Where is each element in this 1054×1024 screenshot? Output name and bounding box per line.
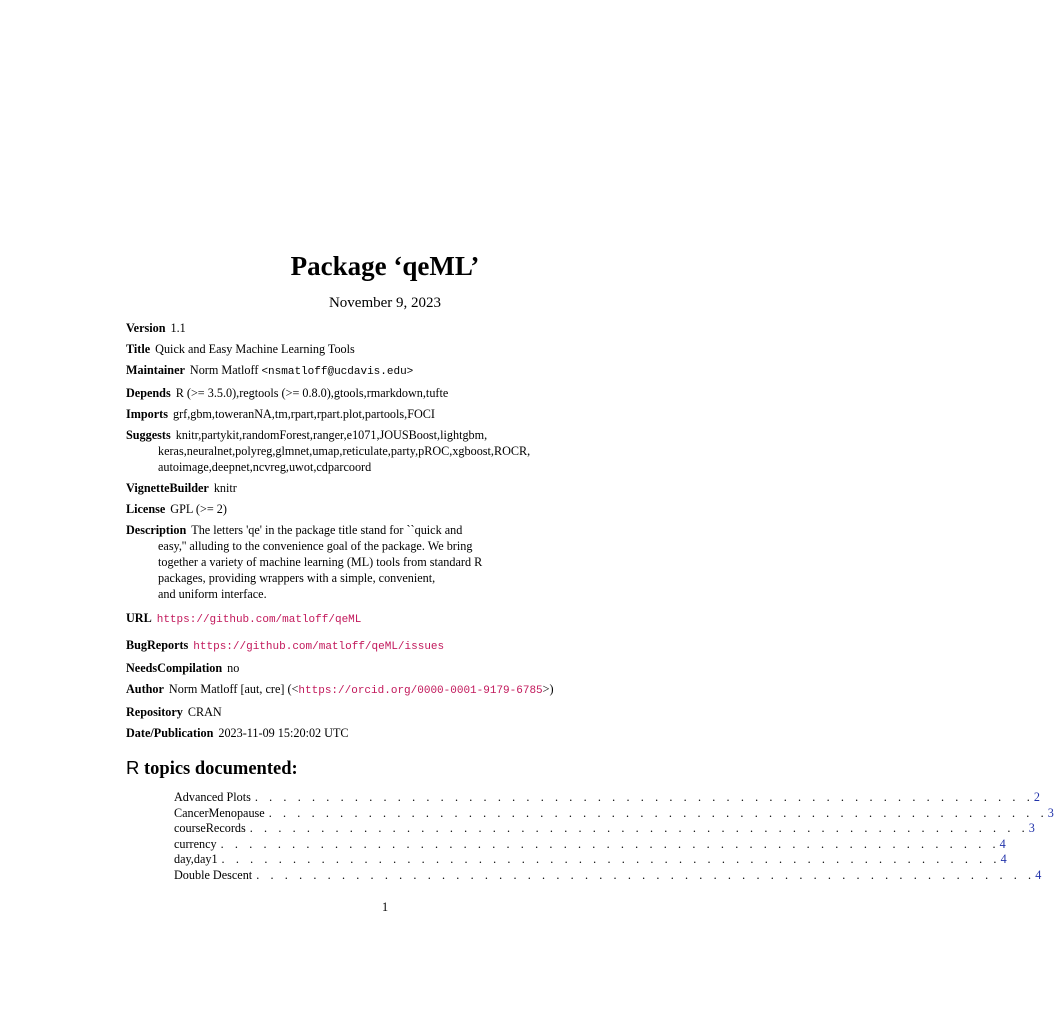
toc-leader-dots: . . . . . . . . . . . . . . . . . . . . . . . . . . . . . . . . . . . . . . . . . . . . . . . . . . . . . . .: [221, 852, 1001, 867]
field-imports: [126, 406, 646, 422]
page-number: 1: [381, 900, 389, 914]
field-value: R (>= 3.5.0),regtools (>= 0.8.0),gtools,rmarkdown,tufte: [175, 386, 449, 400]
orcid-link[interactable]: https://orcid.org/0000-0001-9179-6785: [298, 685, 543, 697]
field-description: [126, 522, 646, 602]
toc-page-number[interactable]: 4: [1000, 852, 1007, 867]
toc-row[interactable]: [174, 852, 1007, 868]
toc-topic-name[interactable]: Double Descent: [174, 867, 253, 882]
field-value: Quick and Easy Machine Learning Tools: [155, 342, 355, 356]
field-value: no: [227, 661, 240, 675]
field-suggests: [126, 427, 646, 475]
toc-topic-name[interactable]: currency: [174, 836, 217, 851]
field-repository: [126, 704, 646, 720]
field-key: Description: [126, 523, 187, 537]
toc-page-number[interactable]: 4: [999, 836, 1006, 851]
toc-row[interactable]: [174, 790, 1040, 806]
field-url: [126, 610, 646, 628]
field-value: knitr: [213, 481, 237, 495]
bugreports-link[interactable]: https://github.com/matloff/qeML/issues: [193, 641, 445, 653]
field-key: Title: [126, 342, 151, 356]
field-key: BugReports: [126, 638, 189, 652]
field-key: URL: [126, 611, 152, 625]
field-needs-compilation: [126, 660, 646, 676]
package-date: November 9, 2023: [328, 295, 442, 311]
field-value-line: packages, providing wrappers with a simple, convenient,: [158, 571, 436, 585]
toc-page-number[interactable]: 3: [1047, 805, 1054, 820]
package-title: Package ‘qeML’: [290, 251, 480, 281]
field-key: License: [126, 502, 166, 516]
field-value-line: together a variety of machine learning (ML) tools from standard R: [158, 555, 483, 569]
toc-leader-dots: . . . . . . . . . . . . . . . . . . . . . . . . . . . . . . . . . . . . . . . . . . . . . . . . . . . . . . .: [256, 867, 1036, 882]
field-value-line: easy,'' alluding to the convenience goal of the package. We bring: [158, 539, 473, 553]
field-license: [126, 501, 646, 517]
toc-page-number[interactable]: 4: [1035, 867, 1042, 882]
field-maintainer: [126, 362, 646, 380]
maintainer-email: <nsmatloff@ucdavis.edu>: [261, 366, 414, 378]
field-key: NeedsCompilation: [126, 661, 223, 675]
toc-leader-dots: . . . . . . . . . . . . . . . . . . . . . . . . . . . . . . . . . . . . . . . . . . . . . . . . . . . . . . .: [254, 790, 1034, 804]
field-value-line: autoimage,deepnet,ncvreg,uwot,cdparcoord: [158, 460, 372, 474]
topics-heading-r: R: [126, 757, 140, 778]
table-of-contents: [174, 790, 1054, 884]
field-key: Date/Publication: [126, 726, 214, 740]
field-value: GPL (>= 2): [170, 502, 227, 516]
field-vignette-builder: [126, 480, 646, 496]
topics-heading-text: topics documented:: [139, 759, 298, 779]
field-value: 2023-11-09 15:20:02 UTC: [218, 726, 349, 740]
toc-row[interactable]: [174, 805, 1054, 822]
field-value: CRAN: [187, 705, 222, 719]
toc-page-number[interactable]: 3: [1028, 821, 1035, 836]
field-value: 1.1: [170, 321, 186, 335]
field-key: Imports: [126, 407, 168, 421]
toc-topic-name[interactable]: day,day1: [174, 852, 218, 867]
toc-leader-dots: . . . . . . . . . . . . . . . . . . . . . . . . . . . . . . . . . . . . . . . . . . . . . . . . . . . . . . .: [268, 805, 1048, 820]
maintainer-name: Norm Matloff: [189, 363, 262, 377]
toc-row[interactable]: [174, 821, 1035, 837]
field-key: VignetteBuilder: [126, 481, 209, 495]
toc-leader-dots: . . . . . . . . . . . . . . . . . . . . . . . . . . . . . . . . . . . . . . . . . . . . . . . . . . . . . . .: [249, 821, 1029, 836]
author-suffix: >): [542, 682, 554, 696]
field-key: Version: [126, 321, 166, 335]
field-key: Maintainer: [126, 363, 185, 377]
field-value-line: knitr,partykit,randomForest,ranger,e1071,JOUSBoost,lightgbm,: [175, 428, 488, 442]
field-key: Repository: [126, 705, 183, 719]
url-link[interactable]: https://github.com/matloff/qeML: [156, 614, 362, 626]
toc-topic-name[interactable]: Advanced Plots: [174, 790, 251, 804]
toc-topic-name[interactable]: CancerMenopause: [174, 805, 265, 820]
field-value-line: and uniform interface.: [158, 587, 267, 601]
toc-row[interactable]: [174, 836, 1006, 853]
toc-page-number[interactable]: 2: [1033, 790, 1040, 804]
field-depends: [126, 385, 646, 401]
field-key: Depends: [126, 386, 171, 400]
field-key: Suggests: [126, 428, 171, 442]
toc-topic-name[interactable]: courseRecords: [174, 821, 246, 836]
field-value: grf,gbm,toweranNA,tm,rpart,rpart.plot,partools,FOCI: [172, 407, 435, 421]
field-title: [126, 341, 646, 357]
author-prefix: Norm Matloff [aut, cre] (<: [168, 682, 299, 696]
field-bugreports: [126, 637, 646, 655]
description-fields: [126, 320, 646, 746]
toc-leader-dots: . . . . . . . . . . . . . . . . . . . . . . . . . . . . . . . . . . . . . . . . . . . . . . . . . . . . . . .: [220, 836, 1000, 851]
field-key: Author: [126, 682, 164, 696]
field-value-line: keras,neuralnet,polyreg,glmnet,umap,reticulate,party,pROC,xgboost,ROCR,: [158, 444, 531, 458]
field-author: [126, 681, 646, 699]
toc-row[interactable]: [174, 867, 1042, 884]
field-value-line: The letters 'qe' in the package title stand for ``quick and: [191, 523, 463, 537]
field-date-publication: [126, 725, 646, 741]
field-version: [126, 320, 646, 336]
topics-heading: [126, 757, 298, 780]
